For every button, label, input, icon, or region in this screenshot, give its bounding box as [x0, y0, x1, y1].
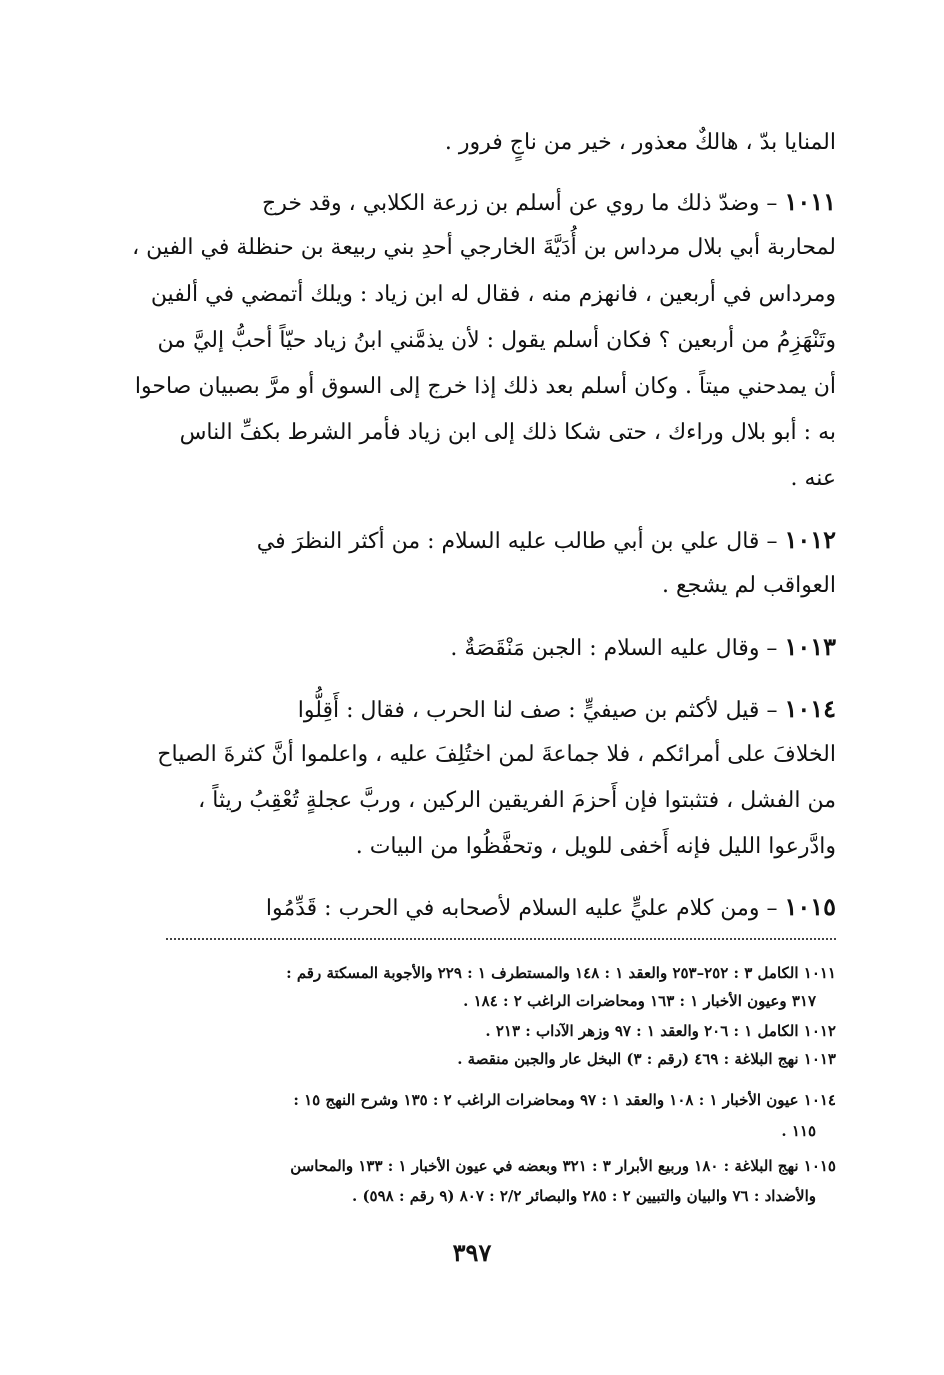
body-text: لمحاربة أبي بلال مرداس بن أُدَيَّةَ الخارجي أحدِ بني ربيعة بن حنظلة في الفين ،	[132, 235, 836, 260]
footnote-number: ١٠١٥	[803, 1157, 836, 1175]
body-line	[298, 694, 836, 726]
body-number: ١٠١٢	[784, 525, 836, 554]
body-line	[157, 740, 836, 770]
footnote-text: عيون الأخبار ١ : ١٠٨ والعقد ١ : ٩٧ ومحاضرات الراغب ٢ : ١٣٥ وشرح النهج ١٥ :	[293, 1091, 804, 1109]
footnote-separator	[166, 938, 836, 940]
body-line	[135, 372, 836, 402]
body-number: ١٠١٣	[784, 632, 836, 661]
footnote-number: ١٠١٣	[803, 1050, 836, 1068]
body-text: وتَنْهَزِمُ من أربعين ؟ فكان أسلم يقول : لأن يذمَّني ابنُ زياد حيّاً أحبُّ إليَّ من	[157, 328, 836, 353]
page-number: ٣٩٧	[452, 1238, 492, 1267]
body-line	[157, 326, 836, 356]
footnote-line	[286, 962, 836, 984]
footnote-line	[352, 1185, 816, 1207]
footnote-text: ١١٥ .	[781, 1122, 816, 1140]
footnote-line	[463, 990, 816, 1012]
footnote-number: ١٠١١	[803, 964, 836, 982]
body-line	[262, 187, 836, 219]
body-line	[151, 280, 836, 310]
body-text: من الفشل ، فتثبتوا فإن أَحزمَ الفريقين الركين ، وربَّ عجلةٍ تُعْقِبُ ريثاً ،	[198, 788, 836, 813]
body-line	[450, 632, 836, 664]
footnote-number: ١٠١٢	[803, 1022, 836, 1040]
body-text: وادَّرعوا الليل فإنه أَخفى للويل ، وتحفَّظُوا من البيات .	[355, 834, 836, 859]
footnote-line	[485, 1020, 836, 1042]
body-text: أن يمدحني ميتاً . وكان أسلم بعد ذلك إذا خرج إلى السوق أو مرَّ بصبيان صاحوا	[134, 374, 836, 399]
body-number: ١٠١٤	[784, 694, 836, 723]
footnote-line	[457, 1048, 836, 1070]
body-line	[180, 418, 836, 448]
body-text: – ومن كلام عليٍّ عليه السلام لأصحابه في الحرب : قَدِّمُوا	[265, 896, 785, 921]
body-line	[445, 128, 836, 158]
footnote-text: ٣١٧ وعيون الأخبار ١ : ١٦٣ ومحاضرات الراغب ٢ : ١٨٤ .	[463, 992, 816, 1010]
body-text: عنه .	[790, 466, 836, 491]
body-line	[662, 571, 836, 601]
footnote-line	[781, 1120, 816, 1142]
body-line	[266, 892, 836, 924]
body-text: به : أبو بلال وراءك ، حتى شكا ذلك إلى ابن زياد فأمر الشرط بكفِّ الناس	[179, 420, 836, 445]
body-line	[257, 525, 836, 557]
footnote-line	[290, 1155, 836, 1177]
body-text: العواقب لم يشجع .	[661, 573, 836, 598]
body-text: – وقال عليه السلام : الجبن مَنْقَصَةٌ .	[450, 636, 785, 661]
body-text: – وضدّ ذلك ما روي عن أسلم بن زرعة الكلابي ، وقد خرج	[262, 191, 785, 216]
footnote-text: الكامل ٣ : ٢٥٢–٢٥٣ والعقد ١ : ١٤٨ والمستطرف ١ : ٢٢٩ والأجوبة المسكتة رقم :	[286, 964, 804, 982]
body-text: ومرداس في أربعين ، فانهزم منه ، فقال له ابن زياد : ويلك أتمضي في ألفين	[150, 282, 836, 307]
body-text: – قال علي بن أبي طالب عليه السلام : من أكثر النظرَ في	[256, 529, 785, 554]
body-text: المنايا بدّ ، هالكٌ معذور ، خير من ناجٍ فرور .	[444, 130, 836, 155]
body-text: الخلافَ على أمرائكم ، فلا جماعةَ لمن اختُلِفَ عليه ، واعلموا أنَّ كثرةَ الصياح	[157, 742, 836, 767]
footnote-text: نهج البلاغة : ٤٦٩ (رقم : ٣) البخل عار والجبن منقصة .	[457, 1050, 804, 1068]
body-line	[356, 832, 836, 862]
footnote-number: ١٠١٤	[803, 1091, 836, 1109]
body-number: ١٠١٥	[784, 892, 836, 921]
body-text: – قيل لأكثم بن صيفيٍّ : صف لنا الحرب ، فقال : أَقِلُّوا	[297, 698, 785, 723]
body-number: ١٠١١	[784, 187, 836, 216]
footnote-line	[293, 1089, 836, 1111]
body-line	[198, 786, 836, 816]
footnote-text: الكامل ١ : ٢٠٦ والعقد ١ : ٩٧ وزهر الآداب : ٢١٣ .	[485, 1022, 804, 1040]
body-line	[132, 233, 836, 263]
body-line	[790, 464, 836, 494]
footnote-text: والأضداد : ٧٦ والبيان والتبيين ٢ : ٢٨٥ والبصائر ٢/٢ : ٨٠٧ (٩ رقم : ٥٩٨) .	[352, 1187, 816, 1205]
footnote-text: نهج البلاغة : ١٨٠ وربيع الأبرار ٣ : ٣٢١ وبعضه في عيون الأخبار ١ : ١٣٣ والمحاسن	[290, 1157, 804, 1175]
